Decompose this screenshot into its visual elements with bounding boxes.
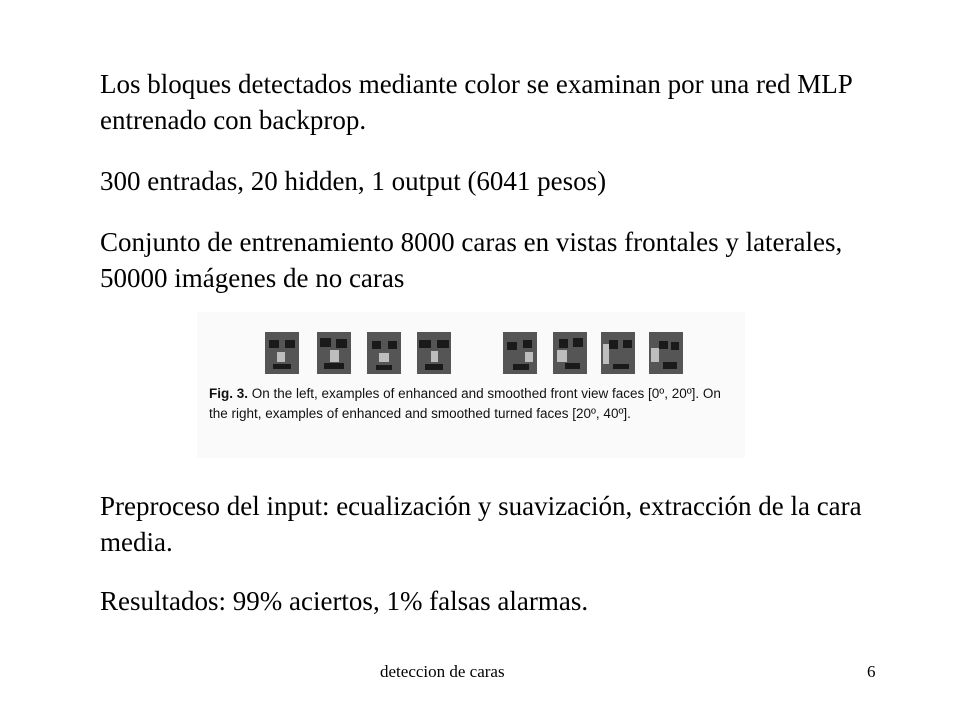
turned-face-thumbnail <box>649 332 683 374</box>
turned-face-thumbnail <box>503 332 537 374</box>
page-number: 6 <box>867 662 876 681</box>
front-face-thumbnail <box>317 332 351 374</box>
front-face-thumbnail <box>417 332 451 374</box>
front-face-thumbnail <box>367 332 401 374</box>
paragraph-training-set: Conjunto de entrenamiento 8000 caras en vistas frontales y laterales, 50000 imágenes de no caras <box>100 227 843 293</box>
paragraph-preprocessing: Preproceso del input: ecualización y suavización, extracción de la cara media. <box>100 491 862 557</box>
figure-caption <box>209 384 739 424</box>
paragraph-network-size: 300 entradas, 20 hidden, 1 output (6041 pesos) <box>100 166 607 196</box>
turned-face-thumbnail <box>601 332 635 374</box>
face-examples-figure <box>197 312 745 458</box>
paragraph-results: Resultados: 99% aciertos, 1% falsas alarmas. <box>100 586 589 616</box>
paragraph-mlp-description: Los bloques detectados mediante color se examinan por una red MLP entrenado con backprop. <box>100 69 852 135</box>
footer-title: deteccion de caras <box>380 662 505 681</box>
figure-caption-text: On the left, examples of enhanced and smoothed front view faces [0º, 20º]. On the right, examples of enhanced and smoothed turned faces [20º, 40º]. <box>209 386 721 421</box>
turned-face-thumbnail <box>553 332 587 374</box>
figure-caption-label: Fig. 3. <box>209 386 249 401</box>
front-face-thumbnail <box>265 332 299 374</box>
